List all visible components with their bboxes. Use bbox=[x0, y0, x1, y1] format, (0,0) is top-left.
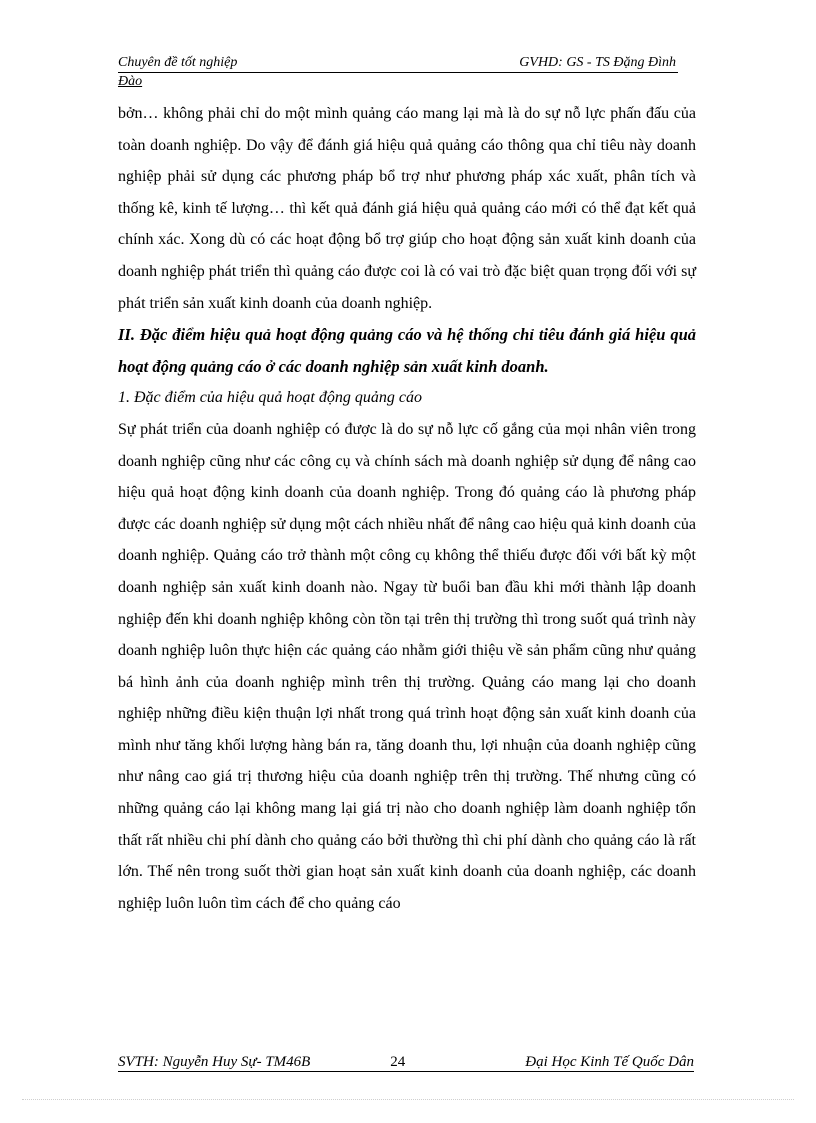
page-bottom-divider bbox=[22, 1099, 794, 1100]
header-row bbox=[118, 54, 678, 73]
footer-student: SVTH: Nguyễn Huy Sự- TM46B bbox=[118, 1054, 311, 1070]
header-supervisor: GVHD: GS - TS Đặng Đình bbox=[519, 55, 676, 70]
subsection-heading: 1. Đặc điểm của hiệu quả hoạt động quảng cáo bbox=[118, 389, 422, 407]
intro-paragraph: bởn… không phải chỉ do một mình quảng cáo mang lại mà là do sự nỗ lực phấn đấu của toàn doanh nghiệp. Do vậy để đánh giá hiệu quả quảng cáo thông qua chỉ tiêu này doanh nghiệp phải sử dụng các phương pháp bổ trợ như phương pháp xác xuất, phân tích và thống kê, kinh tế lượng… thì kết quả đánh giá hiệu quả quảng cáo mới có thể đạt kết quả chính xác. Xong dù có các hoạt động bổ trợ giúp cho hoạt động sản xuất kinh doanh của doanh nghiệp phát triển thì quảng cáo được coi là có vai trò đặc biệt quan trọng đối với sự phát triển sản xuất kinh doanh của doanh nghiệp. bbox=[118, 105, 696, 312]
main-paragraph: Sự phát triển của doanh nghiệp có được là do sự nỗ lực cố gắng của mọi nhân viên trong doanh nghiệp cũng như các công cụ và chính sách mà doanh nghiệp sử dụng để nâng cao hiệu quả hoạt động kinh doanh của doanh nghiệp. Trong đó quảng cáo là phương pháp được các doanh nghiệp sử dụng một cách nhiều nhất để nâng cao hiệu quả kinh doanh của doanh nghiệp. Quảng cáo trở thành một công cụ không thể thiếu được đối với bất kỳ một doanh nghiệp sản xuất kinh doanh nào. Ngay từ buổi ban đầu khi mới thành lập doanh nghiệp đến khi doanh nghiệp không còn tồn tại trên thị trường thì trong suốt quá trình này doanh nghiệp luôn thực hiện các quảng cáo nhằm giới thiệu về sản phẩm cũng như quảng bá hình ảnh của doanh nghiệp mình trên thị trường. Quảng cáo mang lại cho doanh nghiệp những điều kiện thuận lợi nhất trong quá trình hoạt động sản xuất kinh doanh của mình như tăng khối lượng hàng bán ra, tăng doanh thu, lợi nhuận của doanh nghiệp cũng như nâng cao giá trị thương hiệu của doanh nghiệp trên thị trường. Thế nhưng cũng có những quảng cáo lại không mang lại giá trị nào cho doanh nghiệp làm doanh nghiệp tổn thất rất nhiều chi phí dành cho quảng cáo bởi thường thì chi phí dành cho quảng cáo là rất lớn. Thế nên trong suốt thời gian hoạt sản xuất kinh doanh của doanh nghiệp, các doanh nghiệp luôn luôn tìm cách để cho quảng cáo bbox=[118, 420, 696, 912]
footer-university: Đại Học Kinh Tế Quốc Dân bbox=[525, 1054, 694, 1070]
page-number: 24 bbox=[390, 1054, 406, 1070]
document-body bbox=[118, 98, 696, 919]
section-heading: II. Đặc điểm hiệu quả hoạt động quảng cáo và hệ thống chỉ tiêu đánh giá hiệu quả hoạt động quảng cáo ở các doanh nghiệp sản xuất kinh doanh. bbox=[118, 325, 696, 376]
page-header bbox=[118, 54, 678, 91]
header-thesis-title: Chuyên đề tốt nghiệp bbox=[118, 55, 238, 70]
header-supervisor-wrap: Đào bbox=[118, 74, 143, 89]
page-footer bbox=[118, 1053, 694, 1072]
